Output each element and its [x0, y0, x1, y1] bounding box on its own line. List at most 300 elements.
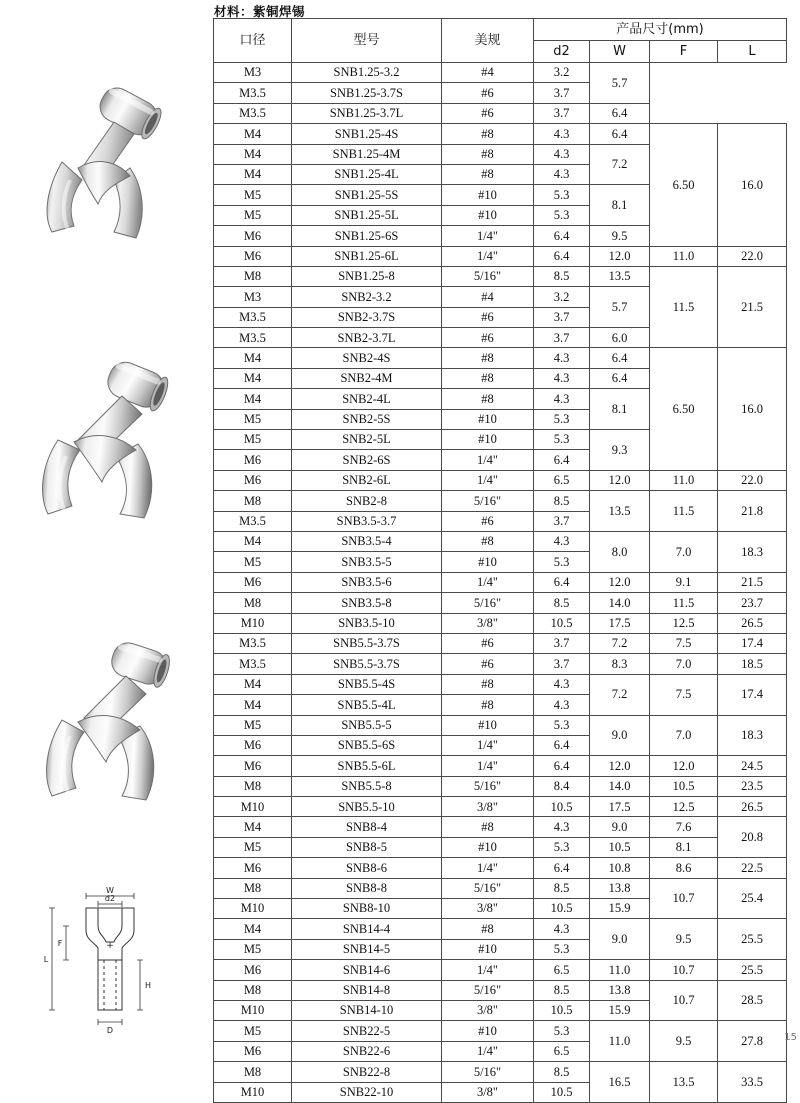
cell-kou: M4 [214, 164, 292, 184]
cell-kou: M6 [214, 246, 292, 266]
cell-d2: 10.5 [534, 1082, 590, 1102]
cell-w: 6.4 [590, 348, 650, 368]
table-row [214, 817, 787, 837]
cell-model: SNB1.25-5L [292, 205, 442, 225]
cell-d2: 6.5 [534, 960, 590, 980]
cell-us-spec: #8 [442, 389, 534, 409]
cell-f: 10.7 [650, 980, 718, 1021]
cell-kou: M4 [214, 144, 292, 164]
spec-table [213, 18, 787, 1103]
cell-model: SNB14-5 [292, 939, 442, 959]
header-dimension-group: 产品尺寸(mm) [534, 19, 787, 41]
cell-model: SNB1.25-4L [292, 164, 442, 184]
cell-f: 12.5 [650, 613, 718, 633]
cell-us-spec: 3/8" [442, 899, 534, 919]
table-row [214, 654, 787, 674]
cell-l: 23.5 [718, 776, 787, 796]
cell-w: 17.5 [590, 797, 650, 817]
cell-kou: M8 [214, 593, 292, 613]
cell-f: 6.50 [650, 124, 718, 246]
spec-table-container [213, 18, 786, 1103]
cell-d2: 4.3 [534, 817, 590, 837]
cell-model: SNB22-6 [292, 1041, 442, 1061]
table-row [214, 103, 787, 123]
cell-d2: 3.7 [534, 103, 590, 123]
cell-kou: M3.5 [214, 511, 292, 531]
cell-w: 10.5 [590, 837, 650, 857]
cell-model: SNB14-8 [292, 980, 442, 1000]
cell-d2: 10.5 [534, 1000, 590, 1020]
cell-w: 11.0 [590, 960, 650, 980]
cell-d2: 5.3 [534, 837, 590, 857]
cell-model: SNB5.5-5 [292, 715, 442, 735]
cell-model: SNB1.25-6S [292, 226, 442, 246]
cell-us-spec: 3/8" [442, 1082, 534, 1102]
cell-d2: 4.3 [534, 368, 590, 388]
header-kou: 口径 [214, 19, 292, 63]
cell-f: 7.0 [650, 654, 718, 674]
cell-kou: M6 [214, 735, 292, 755]
cell-us-spec: 1/4" [442, 572, 534, 592]
cell-kou: M5 [214, 409, 292, 429]
drawing-label-f: F [57, 939, 63, 948]
cell-model: SNB8-4 [292, 817, 442, 837]
cell-d2: 4.3 [534, 164, 590, 184]
table-head [214, 19, 787, 63]
cell-us-spec: 5/16" [442, 1062, 534, 1082]
cell-w: 13.8 [590, 878, 650, 898]
cell-l: 25.5 [718, 919, 787, 960]
cell-us-spec: 1/4" [442, 226, 534, 246]
cell-us-spec: #8 [442, 164, 534, 184]
cell-us-spec: 5/16" [442, 878, 534, 898]
cell-l: 23.7 [718, 593, 787, 613]
cell-model: SNB1.25-4M [292, 144, 442, 164]
cell-f: 12.0 [650, 756, 718, 776]
cell-f: 7.0 [650, 531, 718, 572]
cell-d2: 6.5 [534, 470, 590, 490]
cell-kou: M10 [214, 613, 292, 633]
cell-f: 7.0 [650, 715, 718, 756]
cell-model: SNB3.5-3.7 [292, 511, 442, 531]
table-row [214, 470, 787, 490]
cell-model: SNB1.25-6L [292, 246, 442, 266]
cell-kou: M4 [214, 368, 292, 388]
cell-kou: M5 [214, 430, 292, 450]
cell-us-spec: #8 [442, 368, 534, 388]
cell-f: 13.5 [650, 1062, 718, 1103]
table-row [214, 572, 787, 592]
cell-model: SNB5.5-10 [292, 797, 442, 817]
cell-us-spec: #6 [442, 511, 534, 531]
table-row [214, 593, 787, 613]
cell-kou: M5 [214, 552, 292, 572]
cell-us-spec: #8 [442, 124, 534, 144]
cell-model: SNB5.5-6S [292, 735, 442, 755]
cell-kou: M10 [214, 1000, 292, 1020]
cell-model: SNB2-3.7L [292, 328, 442, 348]
cell-f: 11.0 [650, 246, 718, 266]
drawing-label-d: D [106, 1026, 114, 1035]
cell-kou: M6 [214, 470, 292, 490]
cell-model: SNB2-5S [292, 409, 442, 429]
cell-us-spec: #10 [442, 715, 534, 735]
cell-kou: M6 [214, 858, 292, 878]
drawing-label-h: H [144, 981, 152, 990]
cell-kou: M4 [214, 919, 292, 939]
cell-l: 18.3 [718, 531, 787, 572]
cell-model: SNB2-4L [292, 389, 442, 409]
cell-kou: M3 [214, 63, 292, 83]
cell-us-spec: 3/8" [442, 1000, 534, 1020]
cell-l: 17.4 [718, 633, 787, 653]
table-row [214, 124, 787, 144]
cell-l: 21.5 [718, 572, 787, 592]
cell-model: SNB2-3.7S [292, 307, 442, 327]
cell-w: 9.0 [590, 919, 650, 960]
cell-kou: M10 [214, 1082, 292, 1102]
cell-l: 25.4 [718, 878, 787, 919]
cell-d2: 10.5 [534, 797, 590, 817]
cell-f: 7.5 [650, 633, 718, 653]
cell-d2: 5.3 [534, 430, 590, 450]
cell-d2: 3.2 [534, 287, 590, 307]
table-row [214, 674, 787, 694]
cell-us-spec: 5/16" [442, 776, 534, 796]
cell-us-spec: 3/8" [442, 613, 534, 633]
dimension-drawing [26, 886, 186, 1036]
cell-us-spec: #8 [442, 674, 534, 694]
cell-d2: 3.7 [534, 328, 590, 348]
cell-kou: M4 [214, 674, 292, 694]
cell-d2: 5.3 [534, 185, 590, 205]
cell-w: 7.2 [590, 674, 650, 715]
cell-l: 18.5 [718, 654, 787, 674]
cell-model: SNB3.5-6 [292, 572, 442, 592]
cell-w: 8.0 [590, 531, 650, 572]
cell-w: 6.4 [590, 368, 650, 388]
cell-d2: 8.4 [534, 776, 590, 796]
drawing-label-l: L [43, 955, 49, 964]
cell-kou: M6 [214, 1041, 292, 1061]
table-row [214, 960, 787, 980]
table-header-row-1 [214, 19, 787, 41]
cell-us-spec: #8 [442, 144, 534, 164]
cell-model: SNB1.25-3.7S [292, 83, 442, 103]
cell-w: 9.0 [590, 817, 650, 837]
table-row [214, 837, 787, 857]
cell-d2: 4.3 [534, 674, 590, 694]
table-row [214, 246, 787, 266]
cell-kou: M6 [214, 572, 292, 592]
cell-w: 13.5 [590, 491, 650, 532]
cell-kou: M8 [214, 266, 292, 286]
cell-w: 17.5 [590, 613, 650, 633]
cell-us-spec: #8 [442, 919, 534, 939]
cell-w: 15.9 [590, 899, 650, 919]
cell-d2: 8.5 [534, 1062, 590, 1082]
cell-d2: 3.7 [534, 633, 590, 653]
cell-us-spec: #8 [442, 348, 534, 368]
cell-l: 20.8 [718, 817, 787, 858]
cell-f: 8.1 [650, 837, 718, 857]
cell-kou: M5 [214, 205, 292, 225]
cell-d2: 4.3 [534, 919, 590, 939]
cell-model: SNB8-5 [292, 837, 442, 857]
cell-d2: 8.5 [534, 878, 590, 898]
cell-model: SNB2-5L [292, 430, 442, 450]
cell-w: 9.0 [590, 715, 650, 756]
cell-kou: M3.5 [214, 103, 292, 123]
cell-kou: M3.5 [214, 328, 292, 348]
cell-us-spec: 5/16" [442, 593, 534, 613]
cell-w: 8.1 [590, 185, 650, 226]
cell-kou: M8 [214, 776, 292, 796]
cell-kou: M5 [214, 837, 292, 857]
cell-us-spec: #10 [442, 205, 534, 225]
cell-d2: 5.3 [534, 939, 590, 959]
cell-d2: 4.3 [534, 695, 590, 715]
cell-us-spec: 1/4" [442, 858, 534, 878]
cell-us-spec: #10 [442, 409, 534, 429]
table-row [214, 878, 787, 898]
cell-l: 26.5 [718, 613, 787, 633]
cell-model: SNB1.25-4S [292, 124, 442, 144]
cell-kou: M4 [214, 389, 292, 409]
table-row [214, 858, 787, 878]
cell-d2: 6.5 [534, 1041, 590, 1061]
cell-us-spec: #10 [442, 552, 534, 572]
cell-us-spec: 1/4" [442, 246, 534, 266]
cell-w: 10.8 [590, 858, 650, 878]
cell-us-spec: 5/16" [442, 980, 534, 1000]
table-row [214, 348, 787, 368]
cell-kou: M5 [214, 715, 292, 735]
cell-w: 6.4 [590, 124, 650, 144]
cell-model: SNB3.5-5 [292, 552, 442, 572]
table-row [214, 633, 787, 653]
cell-kou: M10 [214, 797, 292, 817]
cell-l: 25.5 [718, 960, 787, 980]
cell-kou: M3 [214, 287, 292, 307]
cell-model: SNB3.5-8 [292, 593, 442, 613]
cell-w: 7.2 [590, 633, 650, 653]
cell-w: 14.0 [590, 593, 650, 613]
cell-kou: M6 [214, 450, 292, 470]
cell-d2: 4.3 [534, 389, 590, 409]
cell-model: SNB2-4S [292, 348, 442, 368]
cell-d2: 8.5 [534, 980, 590, 1000]
cell-w: 5.7 [590, 63, 650, 104]
cell-model: SNB8-8 [292, 878, 442, 898]
cell-kou: M8 [214, 491, 292, 511]
cell-d2: 10.5 [534, 613, 590, 633]
cell-model: SNB1.25-5S [292, 185, 442, 205]
table-row [214, 797, 787, 817]
cell-d2: 6.4 [534, 572, 590, 592]
cell-us-spec: #10 [442, 185, 534, 205]
cell-d2: 3.7 [534, 307, 590, 327]
cell-kou: M6 [214, 960, 292, 980]
cell-us-spec: #10 [442, 837, 534, 857]
cell-us-spec: 1/4" [442, 735, 534, 755]
cell-l: 21.8 [718, 491, 787, 532]
cell-model: SNB22-8 [292, 1062, 442, 1082]
cell-d2: 8.5 [534, 491, 590, 511]
terminal-photo-3 [18, 628, 196, 808]
cell-f: 11.5 [650, 266, 718, 348]
material-caption: 材料：紫铜焊锡 [214, 4, 306, 19]
drawing-label-w: W [106, 886, 114, 895]
cell-us-spec: #4 [442, 63, 534, 83]
table-row [214, 491, 787, 511]
cell-d2: 3.7 [534, 511, 590, 531]
cell-l: 18.3 [718, 715, 787, 756]
cell-w: 8.1 [590, 389, 650, 430]
cell-model: SNB3.5-10 [292, 613, 442, 633]
header-d2: d2 [534, 41, 590, 63]
cell-l: 28.5 [718, 980, 787, 1021]
cell-d2: 6.4 [534, 858, 590, 878]
table-row [214, 919, 787, 939]
cell-us-spec: #8 [442, 695, 534, 715]
table-row [214, 63, 787, 83]
cell-l: 27.8 [718, 1021, 787, 1062]
cell-d2: 5.3 [534, 1021, 590, 1041]
cell-f: 9.1 [650, 572, 718, 592]
cell-d2: 5.3 [534, 715, 590, 735]
cell-d2: 8.5 [534, 266, 590, 286]
drawing-label-d2: d2 [104, 894, 116, 903]
cell-model: SNB3.5-4 [292, 531, 442, 551]
cell-w: 9.3 [590, 430, 650, 471]
header-w: W [590, 41, 650, 63]
cell-f: 10.7 [650, 960, 718, 980]
terminal-photo-2 [18, 344, 196, 524]
table-row [214, 1062, 787, 1082]
cell-model: SNB14-10 [292, 1000, 442, 1020]
table-row [214, 266, 787, 286]
table-row [214, 83, 787, 103]
cell-kou: M4 [214, 695, 292, 715]
cell-us-spec: 3/8" [442, 797, 534, 817]
cell-d2: 6.4 [534, 246, 590, 266]
cell-d2: 10.5 [534, 899, 590, 919]
cell-d2: 5.3 [534, 552, 590, 572]
cell-f: 8.6 [650, 858, 718, 878]
cell-kou: M3.5 [214, 633, 292, 653]
table-row [214, 715, 787, 735]
cell-model: SNB5.5-8 [292, 776, 442, 796]
cell-w: 8.3 [590, 654, 650, 674]
cell-d2: 5.3 [534, 205, 590, 225]
cell-l: 24.5 [718, 756, 787, 776]
cell-d2: 4.3 [534, 348, 590, 368]
cell-model: SNB8-6 [292, 858, 442, 878]
cell-w: 9.5 [590, 226, 650, 246]
cell-l: 17.4 [718, 674, 787, 715]
cell-w: 13.5 [590, 266, 650, 286]
cell-model: SNB14-6 [292, 960, 442, 980]
cell-model: SNB2-6S [292, 450, 442, 470]
table-row [214, 776, 787, 796]
cell-f: 6.50 [650, 348, 718, 470]
cell-kou: M4 [214, 817, 292, 837]
cell-us-spec: #4 [442, 287, 534, 307]
cell-d2: 8.5 [534, 593, 590, 613]
header-model: 型号 [292, 19, 442, 63]
cell-us-spec: #10 [442, 430, 534, 450]
table-row [214, 1021, 787, 1041]
cell-w: 12.0 [590, 470, 650, 490]
cell-d2: 6.4 [534, 756, 590, 776]
cell-d2: 5.3 [534, 409, 590, 429]
cell-f: 10.7 [650, 878, 718, 919]
cell-us-spec: 1/4" [442, 470, 534, 490]
cell-f: 9.5 [650, 919, 718, 960]
cell-f: 7.6 [650, 817, 718, 837]
cell-model: SNB22-10 [292, 1082, 442, 1102]
cell-us-spec: 5/16" [442, 266, 534, 286]
cell-us-spec: #10 [442, 1021, 534, 1041]
cell-w: 15.9 [590, 1000, 650, 1020]
cell-d2: 3.7 [534, 83, 590, 103]
cell-l: 26.5 [718, 797, 787, 817]
cell-model: SNB1.25-3.2 [292, 63, 442, 83]
cell-l: 22.0 [718, 470, 787, 490]
cell-us-spec: #6 [442, 328, 534, 348]
cell-us-spec: #6 [442, 103, 534, 123]
cell-w: 14.0 [590, 776, 650, 796]
cell-us-spec: 1/4" [442, 450, 534, 470]
cell-l: 22.5 [718, 858, 787, 878]
cell-kou: M3.5 [214, 83, 292, 103]
cell-d2: 6.4 [534, 226, 590, 246]
cell-w: 7.2 [590, 144, 650, 185]
cell-f: 10.5 [650, 776, 718, 796]
cell-us-spec: 1/4" [442, 960, 534, 980]
cell-f: 11.5 [650, 491, 718, 532]
cell-model: SNB2-8 [292, 491, 442, 511]
header-l: L [718, 41, 787, 63]
cell-l: 33.5 [718, 1062, 787, 1103]
cell-model: SNB1.25-3.7L [292, 103, 442, 123]
cell-model: SNB2-4M [292, 368, 442, 388]
cell-w: 16.5 [590, 1062, 650, 1103]
cell-f: 7.5 [650, 674, 718, 715]
cell-model: SNB5.5-3.7S [292, 633, 442, 653]
cell-kou: M8 [214, 980, 292, 1000]
table-row [214, 531, 787, 551]
cell-w: 12.0 [590, 572, 650, 592]
cell-d2: 6.4 [534, 735, 590, 755]
header-us-spec: 美规 [442, 19, 534, 63]
cell-l: 16.0 [718, 348, 787, 470]
cell-us-spec: #6 [442, 633, 534, 653]
cell-d2: 6.4 [534, 450, 590, 470]
cell-l: 22.0 [718, 246, 787, 266]
cell-kou: M5 [214, 185, 292, 205]
cell-model: SNB5.5-6L [292, 756, 442, 776]
cell-us-spec: #6 [442, 654, 534, 674]
cell-w: 12.0 [590, 756, 650, 776]
cell-model: SNB5.5-4S [292, 674, 442, 694]
cell-l: 21.5 [718, 266, 787, 348]
cell-f: 12.5 [650, 797, 718, 817]
cell-us-spec: #6 [442, 307, 534, 327]
cell-kou: M3.5 [214, 654, 292, 674]
cell-model: SNB14-4 [292, 919, 442, 939]
